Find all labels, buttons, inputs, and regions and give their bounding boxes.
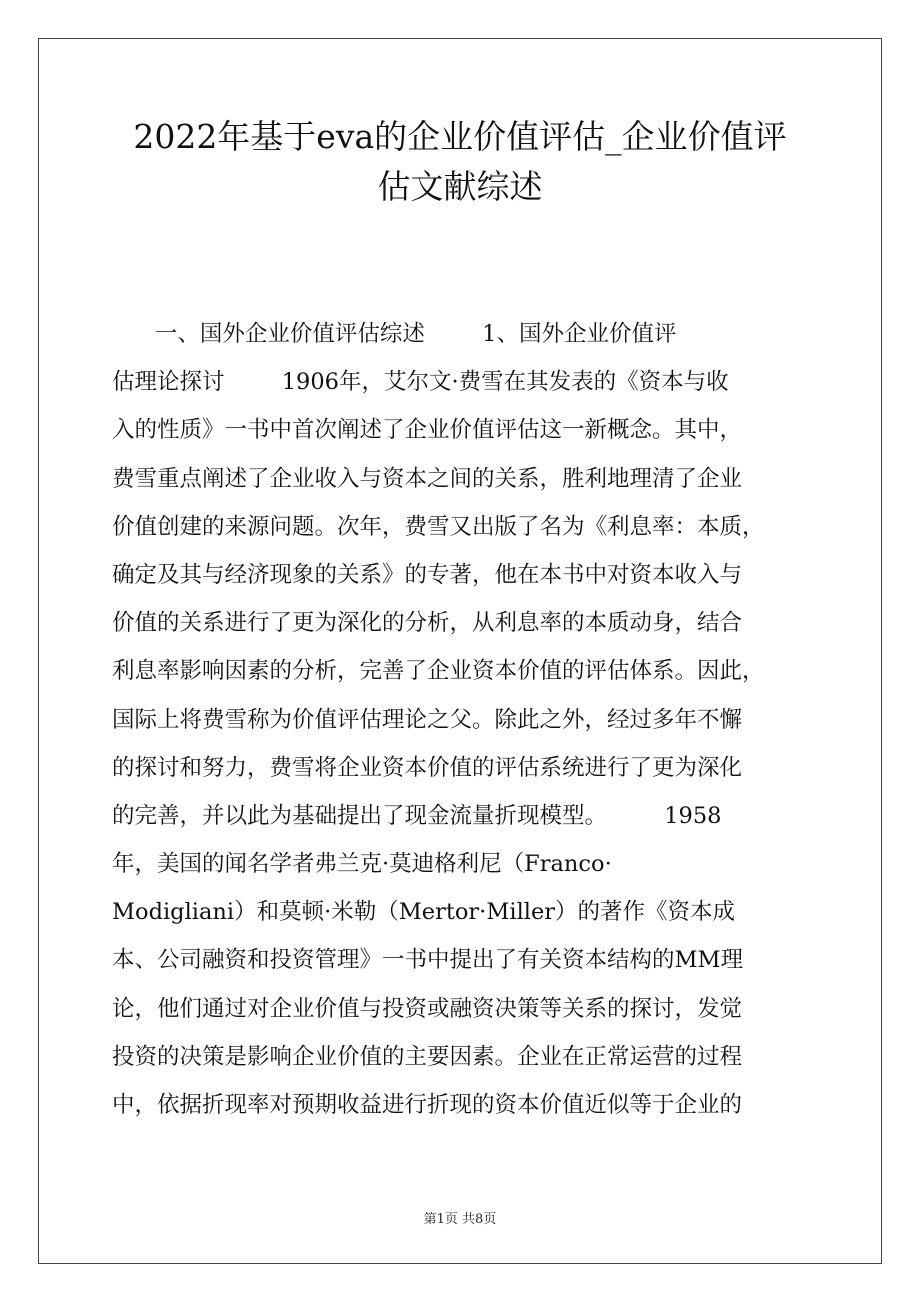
body-line: 一、国外企业价值评估综述 1、国外企业价值评 xyxy=(112,321,677,347)
body-line: 本、公司融资和投资管理》一书中提出了有关资本结构的MM理 xyxy=(112,947,744,974)
title-line: 2022年基于eva的企业价值评估_企业价值评 xyxy=(133,117,787,156)
body-line: 价值的关系进行了更为深化的分析，从利息率的本质动身，结合 xyxy=(112,610,743,637)
body-line: 中，依据折现率对预期收益进行折现的资本价值近似等于企业的 xyxy=(112,1092,743,1118)
body-line: 国际上将费雪称为价值评估理论之父。除此之外，经过多年不懈 xyxy=(112,706,743,733)
document-title xyxy=(100,112,820,212)
body-line: 入的性质》一书中首次阐述了企业价值评估这一新概念。其中， xyxy=(112,417,743,444)
body-line: 年，美国的闻名学者弗兰克·莫迪格利尼（Franco· xyxy=(112,851,612,878)
body-line: 估理论探讨 1906年，艾尔文·费雪在其发表的《资本与收 xyxy=(112,369,729,396)
body-line: 论，他们通过对企业价值与投资或融资决策等关系的探讨，发觉 xyxy=(112,995,743,1022)
document-body xyxy=(112,310,812,1129)
body-line: 投资的决策是影响企业价值的主要因素。企业在正常运营的过程 xyxy=(112,1043,743,1070)
body-line: 的探讨和努力，费雪将企业资本价值的评估系统进行了更为深化 xyxy=(112,754,743,781)
title-line: 估文献综述 xyxy=(377,167,543,206)
body-line: 费雪重点阐述了企业收入与资本之间的关系，胜利地理清了企业 xyxy=(112,465,743,492)
body-line: 的完善，并以此为基础提出了现金流量折现模型。 1958 xyxy=(112,802,722,829)
body-line: 利息率影响因素的分析，完善了企业资本价值的评估体系。因此， xyxy=(112,658,765,685)
page-footer: 第1页 共8页 xyxy=(423,1212,497,1227)
body-line: 价值创建的来源问题。次年，费雪又出版了名为《利息率：本质， xyxy=(112,513,765,540)
body-line: 确定及其与经济现象的关系》的专著，他在本书中对资本收入与 xyxy=(112,561,743,588)
body-line: Modigliani）和莫顿·米勒（Mertor·Miller）的著作《资本成 xyxy=(112,899,736,926)
